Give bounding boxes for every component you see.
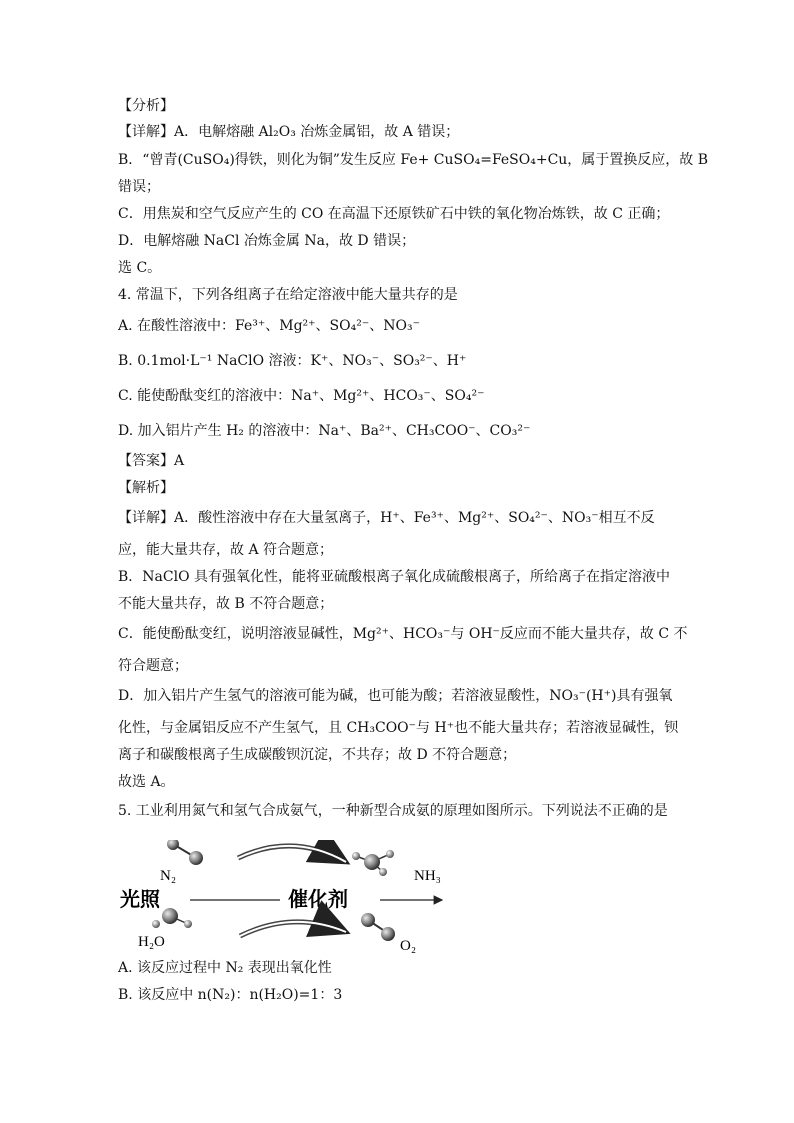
explanation-c-line1: C．能使酚酞变红，说明溶液显碱性，Mg²⁺、HCO₃⁻与 OH⁻反应而不能大量共存，故 C 不 <box>118 626 688 642</box>
explanation-a-line2: 应，能大量共存，故 A 符合题意； <box>118 542 334 558</box>
nh3-molecule-icon <box>352 850 394 876</box>
n2-label: N₂ <box>160 868 177 884</box>
explanation-d-line3: 离子和碳酸根离子生成碳酸钡沉淀，不共存；故 D 不符合题意； <box>118 747 517 763</box>
explanation-b-line1: B．NaClO 具有强氧化性，能将亚硫酸根离子氧化成硫酸根离子，所给离子在指定溶液中 <box>118 569 670 585</box>
catalyst-label: 催化剂 <box>288 887 348 911</box>
question-5-option-a: A. 该反应过程中 N₂ 表现出氧化性 <box>118 960 332 976</box>
h2o-label: H₂O <box>138 934 165 950</box>
explanation-d-line1: D．加入铝片产生氢气的溶液可能为碱，也可能为酸；若溶液显酸性，NO₃⁻(H⁺)具有强氧 <box>118 688 673 704</box>
detail-line-d: D．电解熔融 NaCl 冶炼金属 Na，故 D 错误； <box>118 233 416 249</box>
answer-choice-line: 选 C。 <box>118 260 162 276</box>
detail-line-a: 【详解】A．电解熔融 Al₂O₃ 冶炼金属铝，故 A 错误； <box>118 124 460 140</box>
answer-label: 【答案】A <box>118 453 185 469</box>
detail-line-b-cont: 错误； <box>118 179 160 195</box>
question-4-option-b: B. 0.1mol·L⁻¹ NaClO 溶液：K⁺、NO₃⁻、SO₃²⁻、H⁺ <box>118 353 467 369</box>
h2o-molecule-icon <box>152 908 192 928</box>
question-4-option-c: C. 能使酚酞变红的溶液中：Na⁺、Mg²⁺、HCO₃⁻、SO₄²⁻ <box>118 388 485 404</box>
question-4-option-d: D. 加入铝片产生 H₂ 的溶液中：Na⁺、Ba²⁺、CH₃COO⁻、CO₃²⁻ <box>118 423 531 439</box>
detail-line-c: C．用焦炭和空气反应产生的 CO 在高温下还原铁矿石中铁的氧化物冶炼铁，故 C 正确； <box>118 206 670 222</box>
question-5-option-b: B. 该反应中 n(N₂)：n(H₂O)=1：3 <box>118 987 343 1003</box>
explanation-a-line1: 【详解】A．酸性溶液中存在大量氢离子，H⁺、Fe³⁺、Mg²⁺、SO₄²⁻、NO₃⁻相互不反 <box>118 510 655 526</box>
o2-label: O₂ <box>400 938 417 954</box>
explanation-d-line2: 化性，与金属铝反应不产生氢气，且 CH₃COO⁻与 H⁺也不能大量共存；若溶液显碱性，钡 <box>118 720 679 736</box>
ammonia-synthesis-diagram <box>118 840 458 955</box>
final-answer-line: 故选 A。 <box>118 774 175 790</box>
explanation-c-line2: 符合题意； <box>118 658 188 674</box>
question-4-stem: 4. 常温下，下列各组离子在给定溶液中能大量共存的是 <box>118 287 458 303</box>
question-5-stem: 5. 工业利用氮气和氢气合成氨气，一种新型合成氨的原理如图所示。下列说法不正确的是 <box>118 803 668 819</box>
explanation-heading: 【解析】 <box>118 480 174 496</box>
section-analysis-heading: 【分析】 <box>118 98 174 114</box>
question-4-option-a: A. 在酸性溶液中：Fe³⁺、Mg²⁺、SO₄²⁻、NO₃⁻ <box>118 318 420 334</box>
explanation-b-line2: 不能大量共存，故 B 不符合题意； <box>118 596 334 612</box>
detail-line-b: B．“曾青(CuSO₄)得铁，则化为铜”发生反应 Fe+ CuSO₄=FeSO₄+Cu，属于置换反应，故 B <box>118 152 709 168</box>
nh3-label: NH₃ <box>414 868 441 884</box>
n2-molecule-icon <box>167 840 203 865</box>
o2-molecule-icon <box>361 913 395 941</box>
light-label: 光照 <box>120 887 160 911</box>
